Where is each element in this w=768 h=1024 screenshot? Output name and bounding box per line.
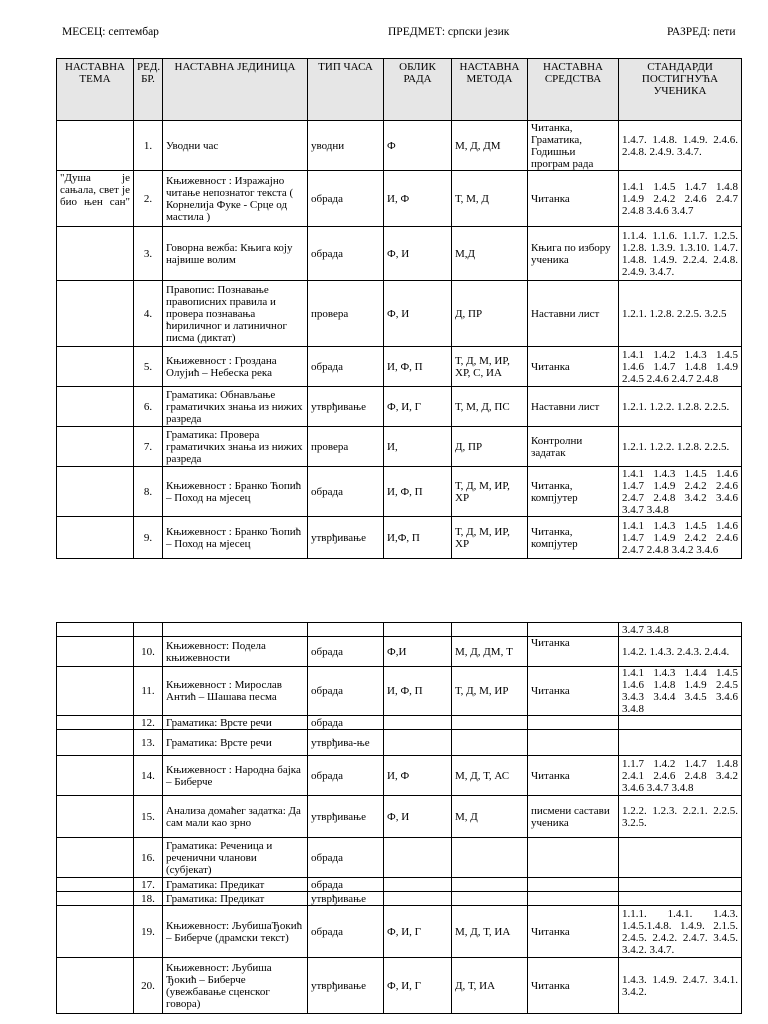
teaching-method: М, Д [452,796,528,838]
lesson-type: обрада [308,171,384,227]
lesson-number: 3. [134,227,163,281]
teaching-means [528,878,619,892]
table-row [57,121,742,171]
lesson-number: 1. [134,121,163,171]
table-row [57,667,742,716]
empty-cell [308,623,384,637]
theme-cell [57,958,134,1014]
work-form: Ф, И [384,796,452,838]
lesson-number: 13. [134,730,163,756]
teaching-means: Читанка, Граматика, Годишњи програм рада [528,121,619,171]
lesson-unit: Књижевност: ЉубишаЂокић – Биберче (драмски текст) [163,906,308,958]
column-header: ТИП ЧАСА [308,59,384,121]
theme-cell [57,347,134,387]
lesson-unit: Граматика: Обнављање граматичких знања из нижих разреда [163,387,308,427]
lesson-type: провера [308,281,384,347]
achievement-standards: 1.2.1. 1.2.8. 2.2.5. 3.2.5 [619,281,742,347]
table-row [57,878,742,892]
lesson-unit: Граматика: Врсте речи [163,716,308,730]
empty-cell [163,623,308,637]
achievement-standards [619,892,742,906]
lesson-unit: Граматика: Предикат [163,878,308,892]
table-row [57,347,742,387]
lesson-type: обрада [308,716,384,730]
table-row [57,467,742,517]
lesson-number: 17. [134,878,163,892]
work-form [384,716,452,730]
teaching-means: Читанка, компјутер [528,517,619,559]
table-row [57,387,742,427]
work-form: И,Ф, П [384,517,452,559]
lesson-number: 15. [134,796,163,838]
lesson-type: провера [308,427,384,467]
lesson-type: обрада [308,637,384,667]
teaching-means: Читанка [528,958,619,1014]
grade-label: РАЗРЕД: пети [667,26,736,38]
teaching-method: Т, М, Д [452,171,528,227]
table-header-row [57,59,742,121]
table-row [57,637,742,667]
teaching-means [528,716,619,730]
teaching-method: Т, М, Д, ПС [452,387,528,427]
teaching-method: М,Д [452,227,528,281]
lesson-type: утврђивање [308,796,384,838]
lesson-number: 18. [134,892,163,906]
achievement-standards: 1.4.2. 1.4.3. 2.4.3. 2.4.4. [619,637,742,667]
achievement-standards [619,838,742,878]
achievement-standards: 1.2.2. 1.2.3. 2.2.1. 2.2.5. 3.2.5. [619,796,742,838]
lesson-number: 20. [134,958,163,1014]
theme-cell [57,387,134,427]
theme-cell [57,121,134,171]
lesson-type: обрада [308,756,384,796]
lesson-unit: Граматика: Провера граматичких знања из нижих разреда [163,427,308,467]
table-row [57,892,742,906]
table-row [57,958,742,1014]
teaching-method: М, Д, Т, ИА [452,906,528,958]
lesson-number: 11. [134,667,163,716]
table-row [57,838,742,878]
teaching-method: Д, ПР [452,427,528,467]
achievement-standards: 1.4.1 1.4.3 1.4.5 1.4.6 1.4.7 1.4.9 2.4.2 2.4.6 2.4.7 2.4.8 3.4.2 3.4.6 3.4.7 3.4.8 [619,467,742,517]
continuation-row [57,623,742,637]
lesson-number: 9. [134,517,163,559]
teaching-means: Читанка [528,667,619,716]
lesson-type: уводни [308,121,384,171]
achievement-standards [619,716,742,730]
lesson-unit: Књижевност: Љубиша Ђокић – Биберче (увежбавање сценског говора) [163,958,308,1014]
teaching-means: Наставни лист [528,387,619,427]
lesson-number: 2. [134,171,163,227]
lesson-number: 4. [134,281,163,347]
teaching-means [528,730,619,756]
work-form: И, Ф [384,756,452,796]
teaching-means: Читанка [528,347,619,387]
lesson-type: обрада [308,667,384,716]
work-form [384,730,452,756]
lesson-type: обрада [308,906,384,958]
teaching-method: Т, Д, М, ИР, ХР, С, ИА [452,347,528,387]
work-form: Ф [384,121,452,171]
lesson-unit: Правопис: Познавање правописних правила и провера познавања ћириличног и латиничног писма (диктат) [163,281,308,347]
work-form [384,892,452,906]
lesson-type: утврђивање [308,958,384,1014]
empty-cell [57,623,134,637]
teaching-means: Читанка [528,637,619,667]
theme-cell [57,730,134,756]
theme-cell [57,667,134,716]
teaching-method: М, Д, ДМ, Т [452,637,528,667]
theme-cell [57,637,134,667]
theme-cell [57,467,134,517]
lesson-type: утврђива-ње [308,730,384,756]
empty-cell [528,623,619,637]
achievement-standards: 1.4.1 1.4.3 1.4.5 1.4.6 1.4.7 1.4.9 2.4.2 2.4.6 2.4.7 2.4.8 3.4.2 3.4.6 [619,517,742,559]
work-form [384,878,452,892]
lesson-unit: Граматика: Реченица и реченични чланови (субјекат) [163,838,308,878]
work-form: Ф, И [384,281,452,347]
lesson-type: утврђивање [308,892,384,906]
teaching-means [528,838,619,878]
work-form: Ф,И [384,637,452,667]
theme-cell [57,756,134,796]
achievement-standards: 1.4.1 1.4.5 1.4.7 1.4.8 1.4.9 2.4.2 2.4.6 2.4.7 2.4.8 3.4.6 3.4.7 [619,171,742,227]
theme-cell [57,892,134,906]
theme-cell [57,906,134,958]
table-row [57,906,742,958]
table-row [57,716,742,730]
column-header: РЕД. БР. [134,59,163,121]
lesson-unit: Уводни час [163,121,308,171]
achievement-standards: 3.4.7 3.4.8 [619,623,742,637]
teaching-method: Т, Д, М, ИР, ХР [452,467,528,517]
lesson-unit: Књижевност : Изражајно читање непознатог текста ( Корнелија Фуке - Срце од мастила ) [163,171,308,227]
lesson-unit: Књижевност : Народна бајка – Биберче [163,756,308,796]
subject-label: ПРЕДМЕТ: српски језик [388,26,510,38]
lesson-plan-table [56,58,742,559]
teaching-method [452,730,528,756]
lesson-unit: Књижевност : Бранко Ћопић – Поход на мјесец [163,517,308,559]
work-form: И, Ф, П [384,347,452,387]
theme-cell [57,796,134,838]
teaching-means: Наставни лист [528,281,619,347]
lesson-type: утврђивање [308,517,384,559]
lesson-type: обрада [308,227,384,281]
lesson-number: 14. [134,756,163,796]
teaching-means: Читанка [528,756,619,796]
teaching-means: Књига по избору ученика [528,227,619,281]
work-form: Ф, И, Г [384,906,452,958]
teaching-means: Читанка [528,171,619,227]
work-form: И, Ф, П [384,467,452,517]
empty-cell [452,623,528,637]
teaching-method: Т, Д, М, ИР, ХР [452,517,528,559]
achievement-standards [619,730,742,756]
theme-cell [57,227,134,281]
empty-cell [384,623,452,637]
achievement-standards: 1.4.3. 1.4.9. 2.4.7. 3.4.1. 3.4.2. [619,958,742,1014]
column-header: НАСТАВНА ЈЕДИНИЦА [163,59,308,121]
lesson-unit: Књижевност: Подела књижевности [163,637,308,667]
table-row [57,756,742,796]
theme-cell [57,838,134,878]
column-header: НАСТАВНА СРЕДСТВА [528,59,619,121]
work-form: Ф, И, Г [384,958,452,1014]
table-row [57,427,742,467]
lesson-plan-table-continued [56,622,742,1014]
teaching-method: Т, Д, М, ИР [452,667,528,716]
lesson-unit: Књижевност : Бранко Ћопић – Поход на мјесец [163,467,308,517]
table-row [57,171,742,227]
column-header: НАСТАВНА МЕТОДА [452,59,528,121]
lesson-number: 12. [134,716,163,730]
month-label: МЕСЕЦ: септембар [62,26,159,38]
teaching-means: писмени састави ученика [528,796,619,838]
lesson-number: 10. [134,637,163,667]
lesson-number: 16. [134,838,163,878]
table-row [57,517,742,559]
work-form: Ф, И, Г [384,387,452,427]
theme-cell [57,281,134,347]
teaching-means: Читанка, компјутер [528,467,619,517]
lesson-number: 8. [134,467,163,517]
achievement-standards: 1.4.1 1.4.2 1.4.3 1.4.5 1.4.6 1.4.7 1.4.8 1.4.9 2.4.5 2.4.6 2.4.7 2.4.8 [619,347,742,387]
lesson-unit: Граматика: Предикат [163,892,308,906]
lesson-number: 5. [134,347,163,387]
lesson-unit: Говорна вежба: Књига коју највише волим [163,227,308,281]
theme-cell [57,716,134,730]
achievement-standards: 1.2.1. 1.2.2. 1.2.8. 2.2.5. [619,427,742,467]
lesson-type: обрада [308,838,384,878]
work-form: И, [384,427,452,467]
column-header: СТАНДАРДИ ПОСТИГНУЋА УЧЕНИКА [619,59,742,121]
work-form: Ф, И [384,227,452,281]
teaching-method [452,838,528,878]
lesson-type: обрада [308,467,384,517]
work-form: И, Ф [384,171,452,227]
table-row [57,281,742,347]
lesson-number: 19. [134,906,163,958]
table-row [57,730,742,756]
theme-cell [57,517,134,559]
lesson-unit: Анализа домаћег задатка: Да сам мали као зрно [163,796,308,838]
theme-cell [57,427,134,467]
teaching-theme: "Душа је сањала, свет је био њен сан" [57,171,134,227]
table-row [57,796,742,838]
work-form: И, Ф, П [384,667,452,716]
teaching-means: Читанка [528,906,619,958]
column-header: НАСТАВНА ТЕМА [57,59,134,121]
teaching-means: Контролни задатак [528,427,619,467]
achievement-standards: 1.1.7 1.4.2 1.4.7 1.4.8 2.4.1 2.4.6 2.4.8 3.4.2 3.4.6 3.4.7 3.4.8 [619,756,742,796]
achievement-standards: 1.2.1. 1.2.2. 1.2.8. 2.2.5. [619,387,742,427]
achievement-standards: 1.1.1. 1.4.1. 1.4.3. 1.4.5.1.4.8. 1.4.9. 2.1.5. 2.4.5. 2.4.2. 2.4.7. 3.4.5. 3.4.2. 3.4.7. [619,906,742,958]
teaching-method [452,892,528,906]
lesson-number: 7. [134,427,163,467]
lesson-number: 6. [134,387,163,427]
theme-cell [57,878,134,892]
lesson-type: обрада [308,347,384,387]
achievement-standards [619,878,742,892]
teaching-method: Д, ПР [452,281,528,347]
teaching-method: Д, Т, ИА [452,958,528,1014]
teaching-method [452,716,528,730]
teaching-method: М, Д, ДМ [452,121,528,171]
table-row [57,227,742,281]
teaching-method [452,878,528,892]
achievement-standards: 1.4.7. 1.4.8. 1.4.9. 2.4.6. 2.4.8. 2.4.9. 3.4.7. [619,121,742,171]
lesson-unit: Књижевност : Мирослав Антић – Шашава песма [163,667,308,716]
empty-cell [134,623,163,637]
lesson-unit: Књижевност : Гроздана Олујић – Небеска река [163,347,308,387]
column-header: ОБЛИК РАДА [384,59,452,121]
teaching-means [528,892,619,906]
lesson-type: обрада [308,878,384,892]
achievement-standards: 1.1.4. 1.1.6. 1.1.7. 1.2.5. 1.2.8. 1.3.9. 1.3.10. 1.4.7. 1.4.8. 1.4.9. 2.2.4. 2.4.8. 2.4.9. 3.4.7. [619,227,742,281]
work-form [384,838,452,878]
lesson-unit: Граматика: Врсте речи [163,730,308,756]
lesson-type: утврђивање [308,387,384,427]
teaching-method: М, Д, Т, АС [452,756,528,796]
achievement-standards: 1.4.1 1.4.3 1.4.4 1.4.5 1.4.6 1.4.8 1.4.9 2.4.5 3.4.3 3.4.4 3.4.5 3.4.6 3.4.8 [619,667,742,716]
